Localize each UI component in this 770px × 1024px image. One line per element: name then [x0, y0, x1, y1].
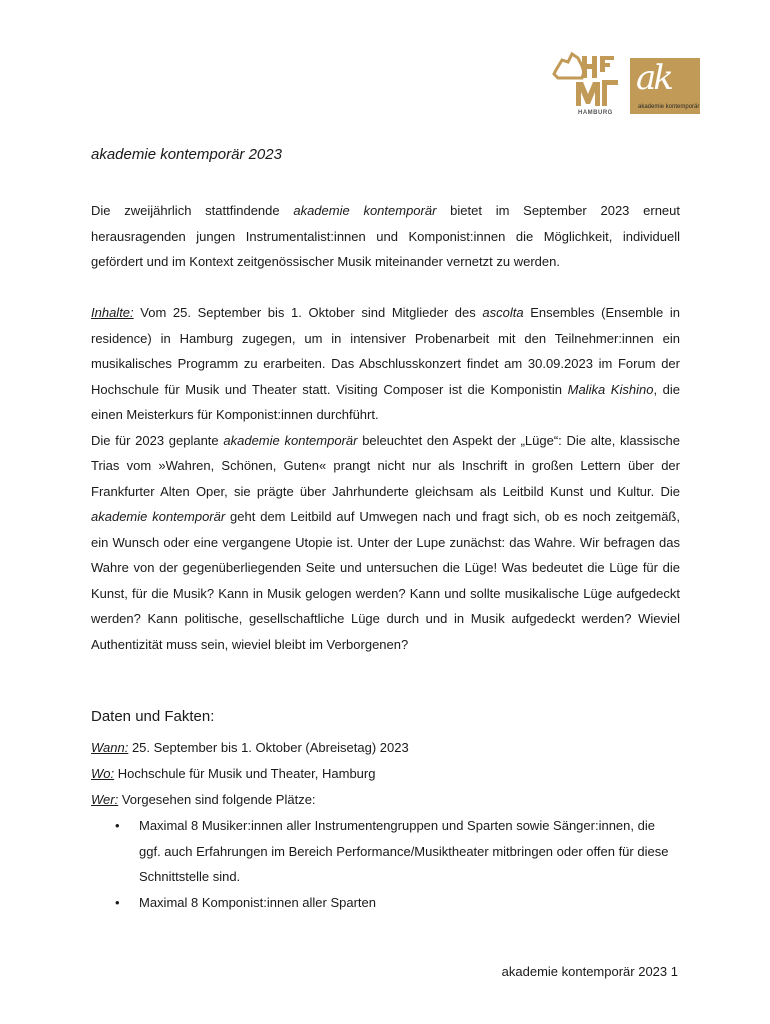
inhalte-composer: Malika Kishino: [567, 381, 654, 397]
list-item-text: Maximal 8 Komponist:innen aller Sparten: [139, 894, 377, 910]
intro-text: Die zweijährlich stattfindende: [91, 203, 294, 218]
list-item-text: Maximal 8 Musiker:innen aller Instrumentengruppen und Sparten sowie Sänger:innen, die ggf. auch Erfahrungen im Bereich Performance/Musiktheater mitbringen oder offen für diese Schnittstelle sind.: [139, 818, 669, 884]
luege-text-2: beleuchtet den Aspekt der „Lüge“: Die alte, klassische Trias vom »Wahren, Schönen, Guten« prangt nicht nur als Inschrift in großen Lettern über der Frankfurter Alten Oper, sie prägte über Jahrhunderte gleichsam als Leitbild Kunst und Kultur. Die: [91, 432, 680, 499]
inhalte-text-3: , die einen Meisterkurs für Komponist:innen durchführt.: [91, 381, 680, 422]
bullet-icon: •: [115, 894, 120, 910]
inhalte-label: Inhalte:: [91, 305, 134, 320]
page-title: akademie kontemporär 2023: [91, 146, 282, 163]
inhalte-text: Vom 25. September bis 1. Oktober sind Mitglieder des: [133, 305, 483, 320]
places-list: [91, 813, 680, 915]
intro-emphasis: akademie kontemporär: [293, 203, 437, 218]
fact-wer-label: Wer:: [91, 792, 119, 807]
fact-wann: [91, 735, 680, 761]
intro-text-2: bietet im September 2023 erneut herausragenden jungen Instrumentalist:innen und Komponist:innen die Möglichkeit, individuell gefördert und im Kontext zeitgenössischer Musik miteinander vernetzt zu werden.: [91, 203, 680, 269]
ak-logo-subtitle: akademie kontemporär: [638, 104, 700, 110]
luege-text-3: geht dem Leitbild auf Umwegen nach und fragt sich, ob es noch zeitgemäß, ein Wunsch oder eine vergangene Utopie ist. Unter der Lupe zunächst: das Wahre. Wir befragen das Wahre von der gegenüberliegenden Seite und untersuchen die Lüge! Was bedeutet die Lüge für die Kunst, für die Musik? Kann in Musik gelogen werden? Kann und sollte musikalische Lüge aufgedeckt werden? Kann politische, gesellschaftliche Lüge durch und in Musik aufgedeckt werden? Wieviel Authentizität muss sein, wieviel bleibt im Verborgenen?: [91, 509, 680, 652]
fact-wann-label: Wann:: [91, 740, 129, 755]
luege-text: Die für 2023 geplante: [91, 432, 224, 448]
fact-wo-value: Hochschule für Musik und Theater, Hamburg: [114, 766, 376, 781]
hfmt-logo-icon: [552, 50, 626, 116]
luege-emphasis-2: akademie kontemporär: [91, 509, 226, 524]
intro-paragraph: [91, 198, 680, 275]
bullet-icon: •: [115, 818, 120, 833]
fact-wo-label: Wo:: [91, 766, 115, 781]
list-item: [91, 890, 680, 916]
facts-heading: Daten und Fakten:: [91, 708, 215, 725]
header-logos: [552, 50, 702, 116]
inhalte-ensemble: ascolta: [482, 305, 524, 320]
fact-wer-value: Vorgesehen sind folgende Plätze:: [118, 792, 316, 807]
fact-wer: [91, 787, 680, 813]
luege-emphasis: akademie kontemporär: [223, 432, 358, 448]
hfmt-logo-city: HAMBURG: [578, 110, 613, 116]
inhalte-section: [91, 300, 680, 657]
hfmt-logo: [552, 50, 626, 116]
fact-wann-value: 25. September bis 1. Oktober (Abreisetag) 2023: [128, 740, 409, 755]
inhalte-text-2: Ensembles (Ensemble in residence) in Hamburg zugegen, um in intensiver Probenarbeit mit den Teilnehmer:innen ein musikalisches Programm zu erarbeiten. Das Abschlusskonzert findet am 30.09.2023 im Forum der Hochschule für Musik und Theater statt. Visiting Composer ist die Komponistin: [91, 305, 680, 397]
ak-logo: [630, 58, 700, 114]
inhalte-paragraph: [91, 300, 680, 428]
list-item: [91, 813, 680, 890]
page-footer: akademie kontemporär 2023 1: [501, 964, 678, 979]
facts-section: [91, 735, 680, 915]
fact-wo: [91, 761, 680, 787]
luege-paragraph: [91, 428, 680, 658]
ak-logo-mark: ak: [636, 58, 671, 98]
